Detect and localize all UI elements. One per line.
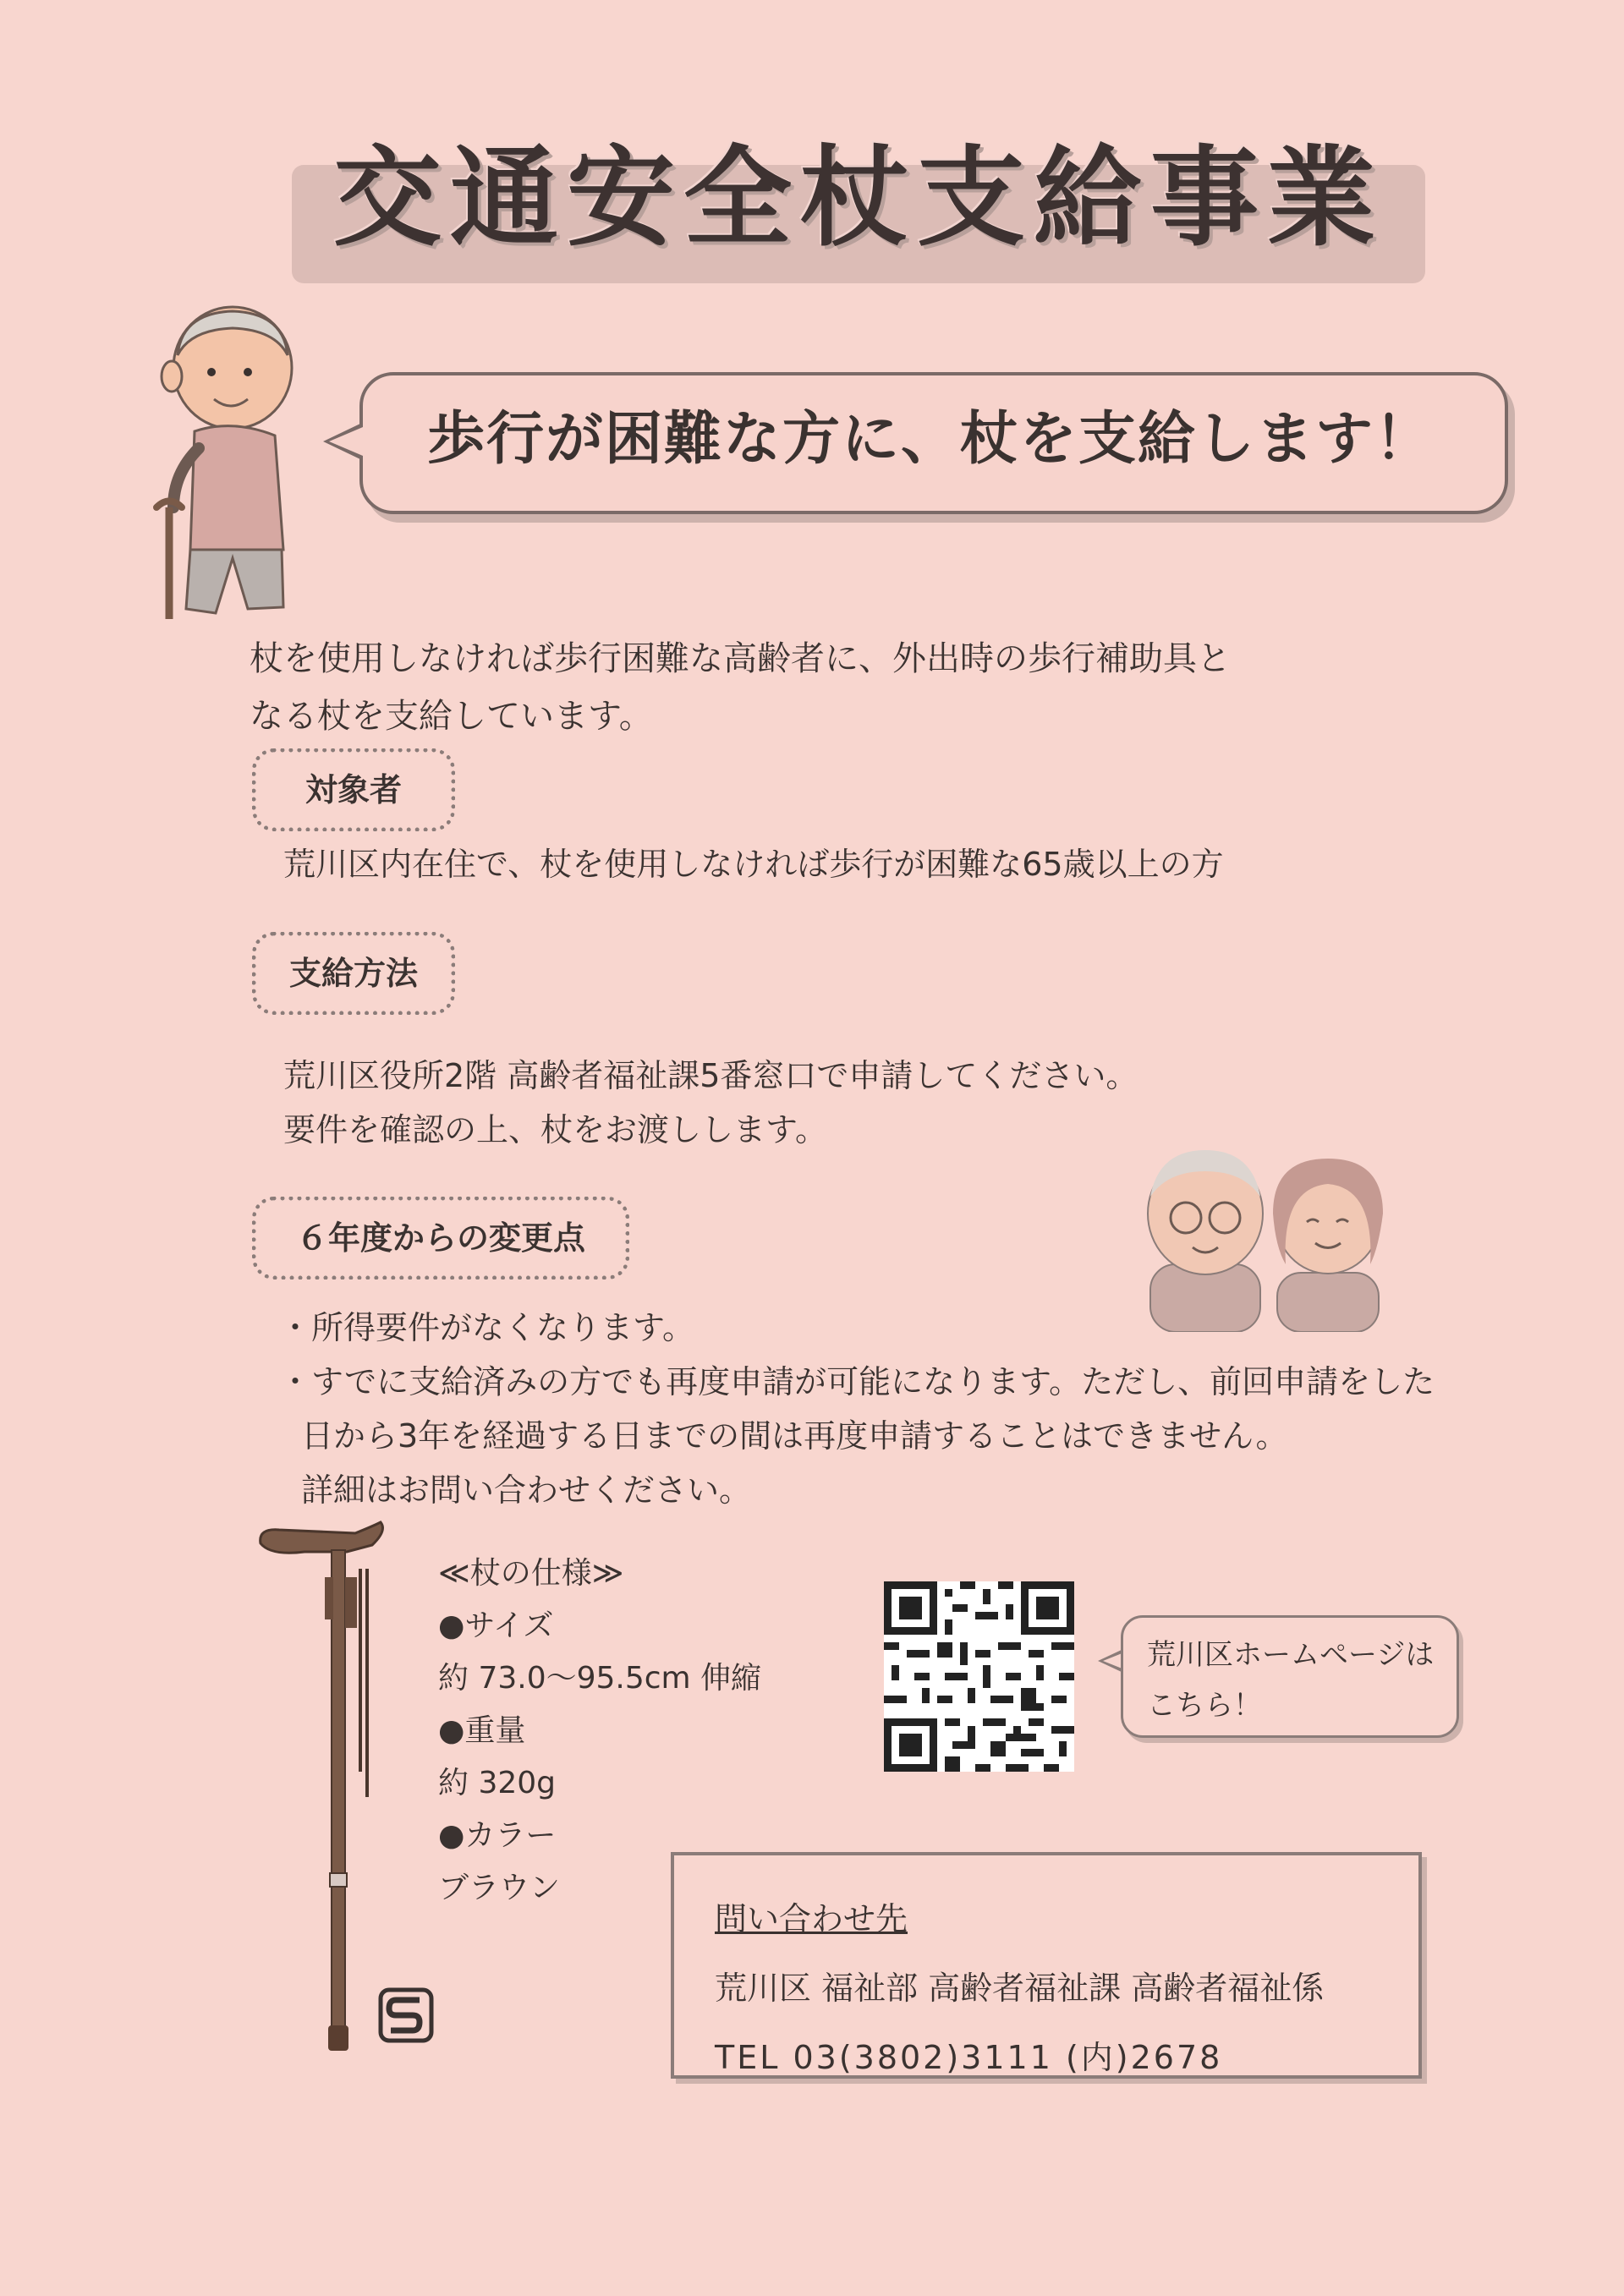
intro-line: なる杖を支給しています。 [250, 697, 653, 736]
change-item: ・すでに支給済みの方でも再度申請が可能になります。ただし、前回申請をした [279, 1363, 1435, 1400]
elderly-man-with-cane-illustration [148, 304, 317, 626]
spec-label: ●カラー [438, 1818, 557, 1853]
specs-heading: ≪杖の仕様≫ [438, 1556, 624, 1591]
qr-bubble-line: こちら！ [1147, 1689, 1262, 1723]
intro-text [250, 630, 1434, 745]
change-item-cont: 日から3年を経過する日までの間は再度申請することはできません。 [301, 1417, 1288, 1455]
qr-homepage-bubble [1121, 1615, 1459, 1738]
spec-value: ブラウン [438, 1871, 561, 1905]
spec-label: ●重量 [438, 1713, 526, 1748]
intro-line: 杖を使用しなければ歩行困難な高齢者に、外出時の歩行補助具と [250, 639, 1231, 678]
section-body-changes [279, 1301, 1463, 1517]
change-item: ・所得要件がなくなります。 [279, 1309, 694, 1346]
spec-label: ●サイズ [438, 1608, 554, 1643]
qr-bubble-line: 荒川区ホームページは [1147, 1638, 1435, 1672]
contact-org: 荒川区 福祉部 高齢者福祉課 高齢者福祉係 [715, 1970, 1325, 2007]
method-line: 要件を確認の上、杖をお渡しします。 [283, 1111, 827, 1148]
section-label-changes: ６年度からの変更点 [252, 1197, 629, 1280]
qr-code[interactable] [884, 1581, 1074, 1772]
spec-value: 約 320g [438, 1766, 557, 1800]
section-body-target: 荒川区内在住で、杖を使用しなければ歩行が困難な65歳以上の方 [283, 846, 1224, 883]
contact-tel: TEL 03(3802)3111 (内)2678 [715, 2039, 1223, 2076]
speech-bubble-text: 歩行が困難な方に、杖を支給します！ [426, 406, 1434, 473]
page-title: 交通安全杖支給事業 [332, 135, 1384, 261]
method-line: 荒川区役所2階 高齢者福祉課5番窓口で申請してください。 [283, 1057, 1138, 1094]
section-label-method: 支給方法 [252, 932, 455, 1015]
change-item-cont: 詳細はお問い合わせください。 [301, 1471, 752, 1509]
spec-value: 約 73.0～95.5cm 伸縮 [438, 1661, 762, 1696]
contact-title: 問い合わせ先 [715, 1900, 908, 1937]
contact-info [715, 1884, 1408, 2092]
section-label-target: 対象者 [252, 748, 455, 831]
